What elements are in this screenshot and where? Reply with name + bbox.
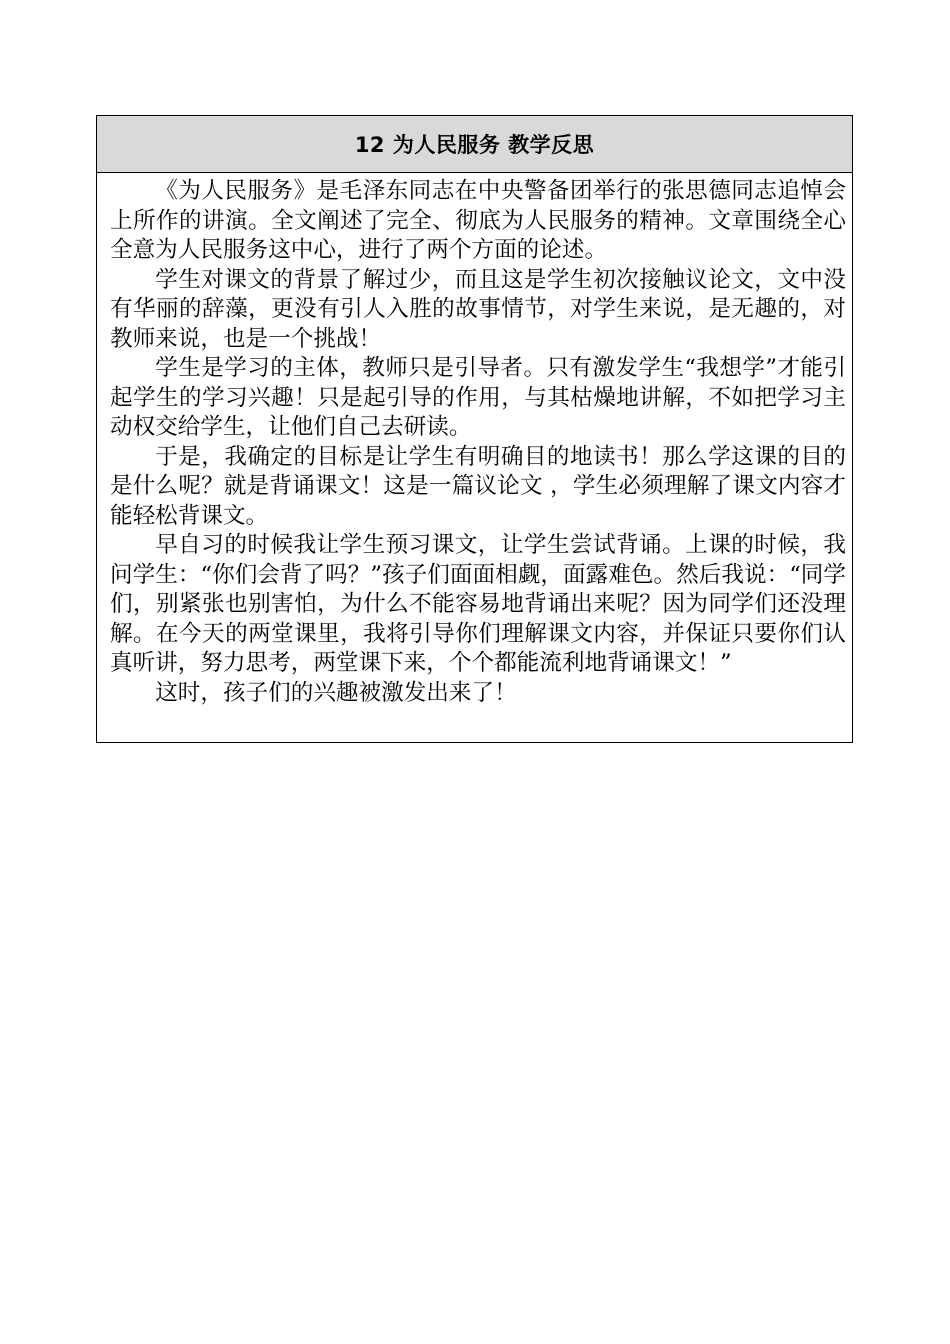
- body-cell: [97, 173, 852, 742]
- document-title: 12 为人民服务 教学反思: [354, 133, 595, 157]
- paragraph-2: 学生对课文的背景了解过少，而且这是学生初次接触议论文，文中没有华丽的辞藻，更没有引人入胜的故事情节，对学生来说，是无趣的，对教师来说，也是一个挑战！: [110, 266, 846, 352]
- reflection-table: [96, 115, 853, 743]
- paragraph-4: 于是，我确定的目标是让学生有明确目的地读书！那么学这课的目的是什么呢？就是背诵课文！这是一篇议论文 ，学生必须理解了课文内容才能轻松背课文。: [110, 443, 846, 529]
- title-row: [97, 116, 852, 173]
- paragraph-3: 学生是学习的主体，教师只是引导者。只有激发学生“我想学”才能引起学生的学习兴趣！只是起引导的作用，与其枯燥地讲解，不如把学习主动权交给学生，让他们自己去研读。: [110, 355, 846, 440]
- paragraph-6: 这时，孩子们的兴趣被激发出来了！: [155, 679, 517, 706]
- paragraph-5: 早自习的时候我让学生预习课文，让学生尝试背诵。上课的时候，我问学生：“你们会背了吗？”孩子们面面相觑，面露难色。然后我说：“同学们，别紧张也别害怕，为什么不能容易地背诵出来呢？因为同学们还没理解。在今天的两堂课里，我将引导你们理解课文内容，并保证只要你们认真听讲，努力思考，两堂课下来，个个都能流利地背诵课文！”: [110, 532, 846, 676]
- paragraph-1: 《为人民服务》是毛泽东同志在中央警备团举行的张思德同志追悼会上所作的讲演。全文阐述了完全、彻底为人民服务的精神。文章围绕全心全意为人民服务这中心，进行了两个方面的论述。: [110, 178, 846, 263]
